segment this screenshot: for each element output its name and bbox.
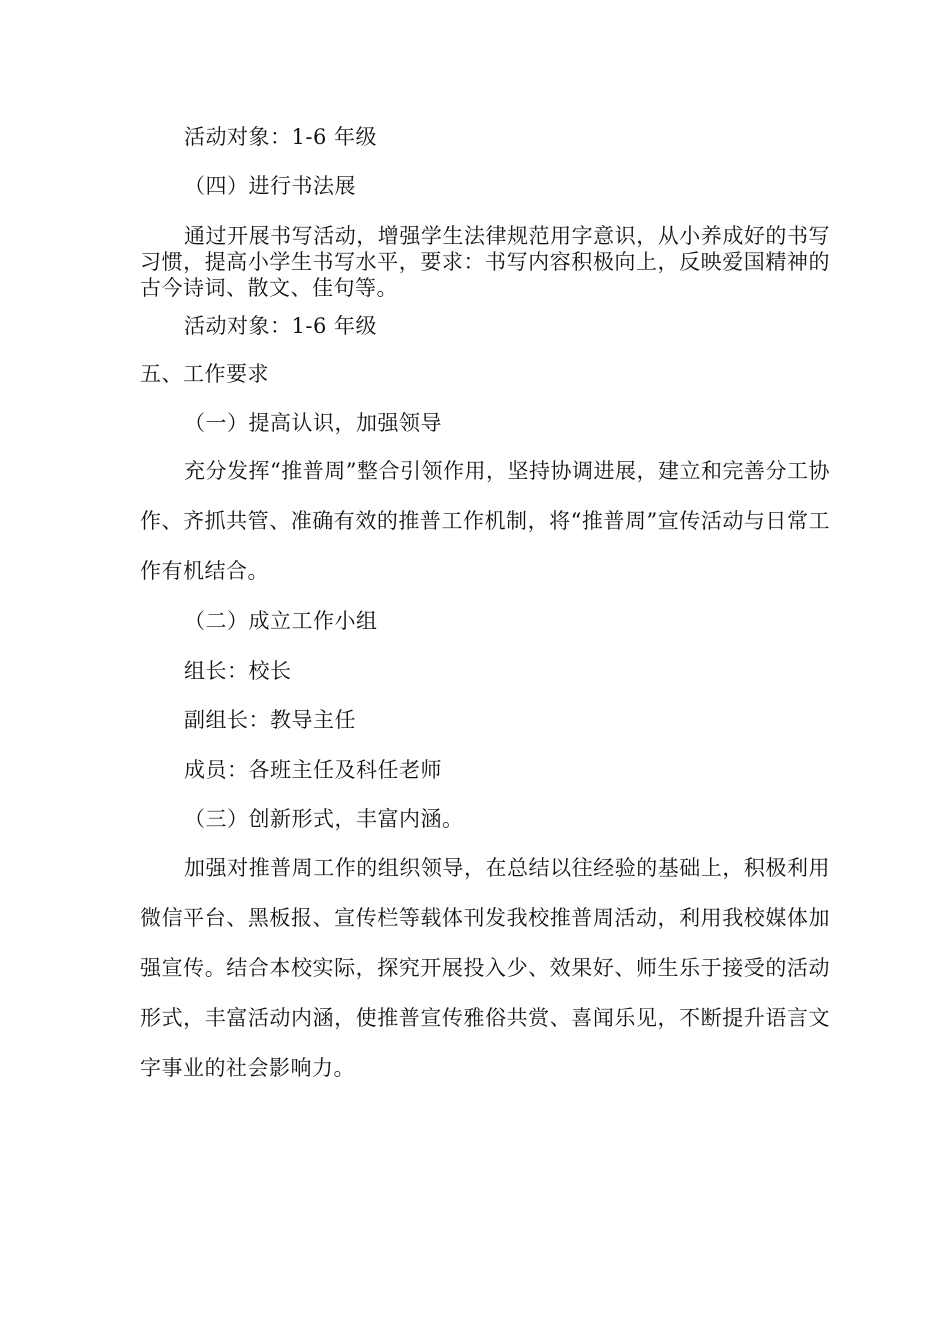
activity-target-line-1: 活动对象：1-6 年级 — [184, 125, 377, 149]
work-requirements-heading: 五、工作要求 — [140, 362, 269, 386]
subsection-working-group-heading: （二）成立工作小组 — [184, 609, 378, 633]
calligraphy-paragraph: 通过开展书写活动，增强学生法律规范用字意识，从小养成好的书写习惯，提高小学生书写水平，要求：书写内容积极向上，反映爱国精神的古今诗词、散文、佳句等。 — [140, 224, 830, 300]
deputy-leader-line: 副组长：教导主任 — [184, 708, 356, 732]
leadership-paragraph: 充分发挥“推普周”整合引领作用，坚持协调进展，建立和完善分工协作、齐抓共管、准确有效的推普工作机制，将“推普周”宣传活动与日常工作有机结合。 — [140, 459, 830, 583]
innovation-paragraph: 加强对推普周工作的组织领导，在总结以往经验的基础上，积极利用微信平台、黑板报、宣传栏等载体刊发我校推普周活动，利用我校媒体加强宣传。结合本校实际，探究开展投入少、效果好、师生乐于接受的活动形式，丰富活动内涵，使推普宣传雅俗共赏、喜闻乐见，不断提升语言文字事业的社会影响力。 — [140, 856, 830, 1080]
subsection-leadership-heading: （一）提高认识，加强领导 — [184, 411, 442, 435]
activity-target-line-2: 活动对象：1-6 年级 — [184, 314, 377, 338]
members-line: 成员：各班主任及科任老师 — [184, 758, 442, 782]
group-leader-line: 组长：校长 — [184, 659, 292, 683]
subsection-innovation-heading: （三）创新形式，丰富内涵。 — [184, 807, 464, 831]
section-calligraphy-heading: （四）进行书法展 — [184, 174, 356, 198]
